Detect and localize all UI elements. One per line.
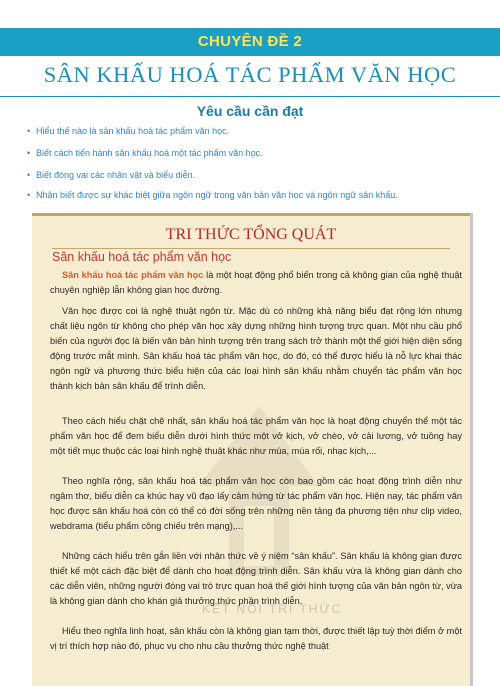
- section-title: Sân khấu hoá tác phẩm văn học: [52, 250, 232, 264]
- knowledge-panel: [32, 213, 470, 686]
- requirement-text: Hiểu thế nào là sân khấu hoá tác phẩm văn học.: [36, 126, 230, 136]
- bullet-icon: •: [27, 126, 31, 136]
- knowledge-title: TRI THỨC TỔNG QUÁT: [165, 226, 337, 243]
- term-highlight: Sân khấu hoá tác phẩm văn học: [62, 270, 204, 280]
- title-divider: [0, 96, 500, 97]
- bullet-icon: •: [27, 190, 31, 200]
- requirement-item: [27, 190, 398, 200]
- watermark-text: KẾT NỐI TRI THỨC: [202, 602, 343, 616]
- paragraph: Những cách hiểu trên gắn liền với nhận thức về ý niệm “sân khấu”. Sân khấu là không gian được thiết kế một cách đặc biệt để dành cho hoạt động trình diễn. Sân khấu vừa là không gian dành cho các diễn viên, những người đóng vai trò trực quan hoá thế giới hình tượng của văn bản ngôn từ, vừa là không gian dành cho khán giả thưởng thức phần trình diễn.: [50, 551, 462, 606]
- topic-label: CHUYÊN ĐỀ 2: [197, 33, 303, 50]
- topic-banner: [0, 28, 500, 56]
- paragraph-text: là một hoạt động phổ biến trong cả không gian của nghệ thuật chuyên nghiệp lẫn không gian học đường.: [50, 270, 462, 295]
- paragraph: [50, 268, 462, 298]
- knowledge-divider: [52, 248, 450, 249]
- paragraph: Theo cách hiểu chặt chẽ nhất, sân khấu hoá tác phẩm văn học là hoạt động chuyển thể một tác phẩm văn học để đem biểu diễn dưới hình thức một vở kịch, vở chèo, vở cải lương, vở tuồng hay một tiết mục thuộc các loại hình nghệ thuật khác như múa, múa rối, nhạc kịch,...: [50, 416, 462, 456]
- bullet-icon: •: [27, 170, 31, 180]
- requirements-heading: Yêu cầu cần đạt: [196, 103, 304, 119]
- bullet-icon: •: [27, 148, 31, 158]
- paragraph: Theo nghĩa rộng, sân khấu hoá tác phẩm văn học còn bao gồm các hoạt động trình diễn như ngâm thơ, biểu diễn ca khúc hay vũ đạo lấy cảm hứng từ tác phẩm văn học. Hiện nay, tác phẩm văn học được sân khấu hoá còn có thể có đời sống trên những nền tảng đa phương tiện như clip video, webdrama (tiểu phẩm công chiếu trên mạng),...: [50, 476, 462, 531]
- paragraph: Hiểu theo nghĩa linh hoạt, sân khấu còn là không gian tạm thời, được thiết lập tuỳ thời điểm ở một vị trí thích hợp nào đó, phục vụ cho nhu cầu thưởng thức nghệ thuật: [50, 626, 462, 651]
- requirement-text: Biết cách tiến hành sân khấu hoá một tác phẩm văn học.: [36, 148, 263, 158]
- requirement-item: [27, 148, 263, 158]
- paragraph: Văn học được coi là nghệ thuật ngôn từ. Mặc dù có những khả năng biểu đạt rộng lớn nhưng chất liệu ngôn từ không cho phép văn học xây dựng những hình tượng trực quan. Một nhu cầu phổ biến của người đọc là biến văn bản hình tượng trên trang sách trở thành một thế giới hiện diện sống động trước mắt mình. Sân khấu hoá tác phẩm văn học, do đó, có thể được hiểu là nỗ lực khai thác ngôn ngữ và phương thức biểu hiện của các loại hình sân khấu nhằm chuyển tác phẩm văn học thành kịch bản sân khấu để trình diễn.: [50, 306, 462, 391]
- page-title: SÂN KHẤU HOÁ TÁC PHẨM VĂN HỌC: [43, 62, 457, 87]
- requirement-text: Nhận biết được sự khác biệt giữa ngôn ngữ trong văn bản văn học và ngôn ngữ sân khấu.: [36, 190, 398, 200]
- requirement-text: Biết đóng vai các nhân vật và biểu diễn.: [36, 170, 196, 180]
- requirement-item: [27, 126, 230, 136]
- requirement-item: [27, 170, 196, 180]
